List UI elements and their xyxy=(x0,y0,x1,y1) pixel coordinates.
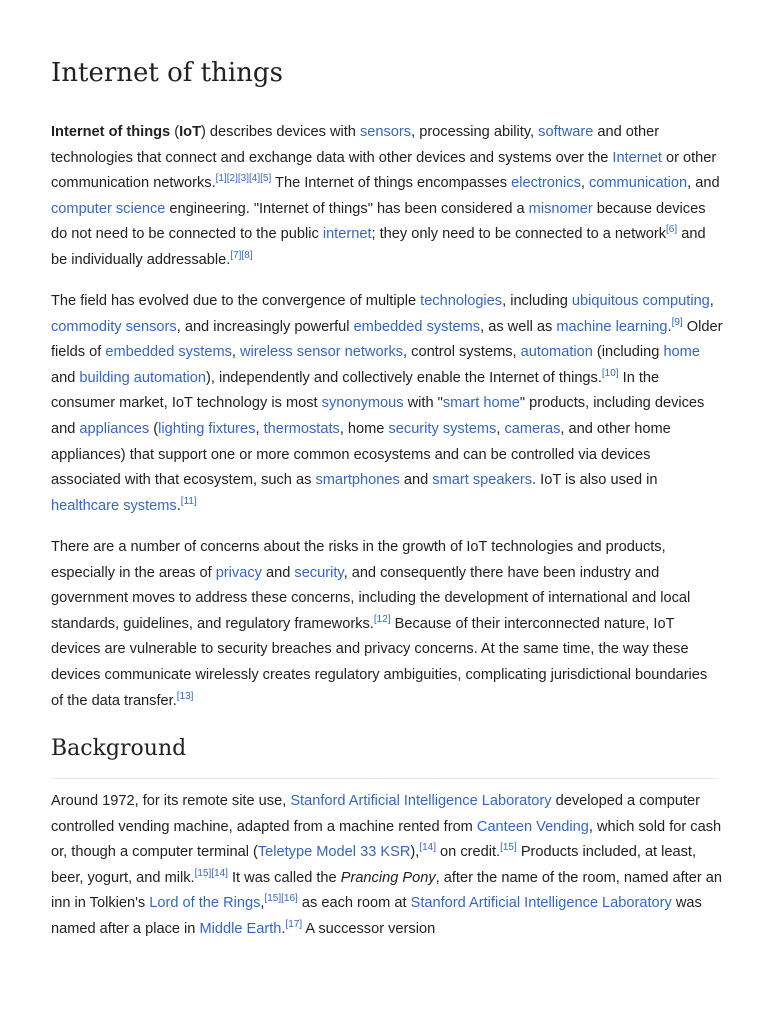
link-sensors[interactable]: sensors xyxy=(359,124,412,140)
text: There are a number of concerns about the risks in the growth of IoT technologies and products, especially in the areas of xyxy=(51,539,666,581)
link-technologies[interactable]: technologies xyxy=(420,293,503,309)
link-teletype-model-33[interactable]: Teletype Model 33 KSR xyxy=(257,844,411,861)
link-lord-of-the-rings[interactable]: Lord of the Rings xyxy=(149,895,261,912)
text: ( xyxy=(170,124,180,140)
citation-link[interactable]: [9] xyxy=(671,316,683,328)
citation-link[interactable]: [11] xyxy=(180,495,197,507)
citation-link[interactable]: [1][2][3][4][5] xyxy=(215,173,272,185)
text: , and increasingly powerful xyxy=(176,318,354,335)
text: , and other home appliances) that support one or more common ecosystems and can be controlled via devices associated with that ecosystem, such as xyxy=(51,420,671,489)
text: ; they only need to be connected to a network xyxy=(371,226,667,243)
citation-link[interactable]: [12] xyxy=(373,613,391,625)
text: , and consequently there have been industry and government moves to address these concerns, including the development of international and local standards, guidelines, and regulatory frameworks. xyxy=(51,564,691,632)
citation-link[interactable]: [13] xyxy=(176,690,194,702)
link-internet-public[interactable]: internet xyxy=(322,226,372,243)
link-security[interactable]: security xyxy=(294,564,344,581)
link-privacy[interactable]: privacy xyxy=(215,564,262,581)
text: , including xyxy=(502,293,572,309)
link-wireless-sensor-networks[interactable]: wireless sensor networks xyxy=(240,344,404,361)
text: Products included, at least, beer, yogurt, and milk. xyxy=(51,844,697,886)
citation-link[interactable]: [10] xyxy=(601,367,619,379)
text: It was called the xyxy=(227,869,341,886)
link-healthcare-systems[interactable]: healthcare systems xyxy=(51,497,177,514)
text: , and xyxy=(687,175,720,192)
text: , home xyxy=(339,420,389,437)
text: and xyxy=(51,369,80,386)
link-machine-learning[interactable]: machine learning xyxy=(556,318,668,335)
link-thermostats[interactable]: thermostats xyxy=(263,420,340,437)
citation-link[interactable]: [15][16] xyxy=(264,893,298,905)
bold-term: IoT xyxy=(179,124,201,140)
text: , which sold for cash or, though a computer terminal ( xyxy=(51,818,722,861)
text: (including xyxy=(592,344,664,361)
text: . xyxy=(176,497,181,514)
link-internet[interactable]: Internet xyxy=(612,149,662,166)
intro-paragraph-3 xyxy=(51,535,723,714)
link-misnomer[interactable]: misnomer xyxy=(528,200,593,217)
text: Around 1972, for its remote site use, xyxy=(51,793,291,809)
link-computer-science[interactable]: computer science xyxy=(51,200,166,217)
text: was named after a place in xyxy=(51,895,702,937)
text: ), independently and collectively enable the Internet of things. xyxy=(205,369,602,386)
text: and other technologies that connect and exchange data with other devices and systems over the xyxy=(51,124,660,166)
section-heading-background: Background xyxy=(51,736,187,761)
citation-link[interactable]: [7][8] xyxy=(230,249,253,261)
link-appliances[interactable]: appliances xyxy=(79,420,150,437)
text: ), xyxy=(410,844,420,861)
section-divider xyxy=(51,778,718,779)
link-electronics[interactable]: electronics xyxy=(511,175,581,192)
text: and xyxy=(261,564,295,581)
text: ( xyxy=(149,420,159,437)
link-cameras[interactable]: cameras xyxy=(504,420,561,437)
citation-link[interactable]: [14] xyxy=(419,842,436,854)
link-building-automation[interactable]: building automation xyxy=(79,369,206,386)
text: The field has evolved due to the convergence of multiple xyxy=(51,293,421,309)
text: , xyxy=(255,420,264,437)
link-embedded-systems[interactable]: embedded systems xyxy=(105,344,232,361)
text: Older fields of xyxy=(51,318,723,361)
link-ubiquitous-computing[interactable]: ubiquitous computing xyxy=(571,293,710,309)
text: engineering. "Internet of things" has been considered a xyxy=(165,200,529,217)
text: and be individually addressable. xyxy=(51,226,706,268)
link-embedded-systems[interactable]: embedded systems xyxy=(353,318,481,335)
text: ) describes devices with xyxy=(201,124,360,140)
text: . xyxy=(281,920,286,937)
text: , xyxy=(709,293,714,309)
link-home[interactable]: home xyxy=(663,344,700,361)
text: Because of their interconnected nature, IoT devices are vulnerable to security breaches and privacy concerns. At the same time, the way these devices communicate wirelessly creates regulatory ambiguities, complicating jurisdictional boundaries of the data transfer. xyxy=(51,615,708,709)
link-lighting-fixtures[interactable]: lighting fixtures xyxy=(158,420,256,437)
text: " products, including devices and xyxy=(51,395,705,437)
text: In the consumer market, IoT technology is most xyxy=(51,369,660,412)
bold-term: Internet of things xyxy=(51,124,171,140)
link-stanford-ai-lab[interactable]: Stanford Artificial Intelligence Laboratory xyxy=(410,895,672,912)
link-smart-home[interactable]: smart home xyxy=(442,395,520,412)
text: , xyxy=(260,895,265,912)
citation-link[interactable]: [6] xyxy=(666,224,678,236)
background-paragraph xyxy=(51,789,723,943)
link-middle-earth[interactable]: Middle Earth xyxy=(199,920,282,937)
text: and xyxy=(399,472,433,489)
link-stanford-ai-lab[interactable]: Stanford Artificial Intelligence Laboratory xyxy=(290,793,552,809)
text: as each room at xyxy=(297,895,411,912)
text: , after the name of the room, named after an inn in Tolkien's xyxy=(51,869,723,912)
text: with " xyxy=(403,395,443,412)
link-commodity-sensors[interactable]: commodity sensors xyxy=(51,318,177,335)
italic-term: Prancing Pony xyxy=(340,869,436,886)
link-automation[interactable]: automation xyxy=(520,344,593,361)
text: , xyxy=(580,175,589,192)
text: , control systems, xyxy=(403,344,521,361)
text: . xyxy=(667,318,672,335)
citation-link[interactable]: [15] xyxy=(500,842,517,854)
text: , xyxy=(231,344,241,361)
text: because devices do not need to be connected to the public xyxy=(51,200,706,243)
text: on credit. xyxy=(435,844,501,861)
link-software[interactable]: software xyxy=(538,124,594,140)
text: , as well as xyxy=(480,318,557,335)
text: The Internet of things encompasses xyxy=(271,175,512,192)
intro-paragraph-2 xyxy=(51,289,723,519)
text: , xyxy=(496,420,505,437)
link-canteen-vending[interactable]: Canteen Vending xyxy=(476,818,589,835)
link-communication[interactable]: communication xyxy=(588,175,688,192)
citation-link[interactable]: [17] xyxy=(285,918,303,930)
text: A successor version xyxy=(302,920,436,937)
link-smartphones[interactable]: smartphones xyxy=(315,472,400,489)
link-synonymous[interactable]: synonymous xyxy=(321,395,404,412)
text: . IoT is also used in xyxy=(532,472,658,489)
link-security-systems[interactable]: security systems xyxy=(388,420,497,437)
intro-paragraph-1 xyxy=(51,120,723,274)
text: developed a computer controlled vending machine, adapted from a machine rented from xyxy=(51,793,700,835)
page-title: Internet of things xyxy=(51,58,283,88)
text: or other communication networks. xyxy=(51,149,717,192)
link-smart-speakers[interactable]: smart speakers xyxy=(432,472,533,489)
text: , processing ability, xyxy=(411,124,539,140)
citation-link[interactable]: [15][14] xyxy=(194,867,228,879)
